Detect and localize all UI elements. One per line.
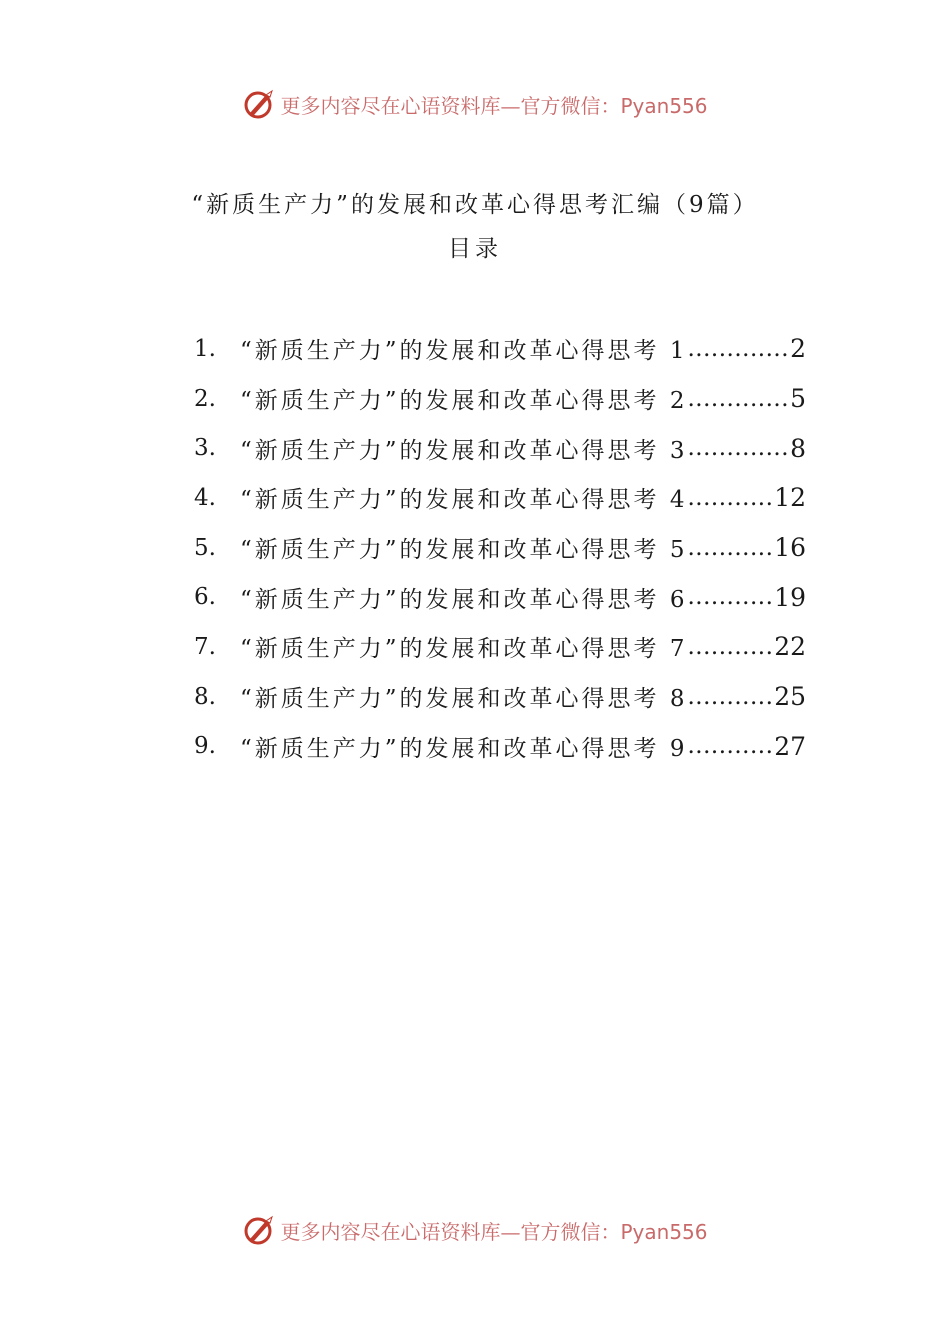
toc-dot-leader <box>687 535 774 561</box>
header-banner <box>0 84 950 124</box>
toc-entry-title: “新质生产力”的发展和改革心得思考 9 <box>240 735 688 762</box>
toc-entry-page: 16 <box>774 533 806 563</box>
toc-entry-number: 8. <box>194 683 216 710</box>
toc-entry[interactable] <box>194 572 806 622</box>
toc-entry-page: 8 <box>790 433 806 463</box>
toc-entry-number: 4. <box>194 484 216 511</box>
toc-entry-page: 27 <box>774 731 806 761</box>
toc-entry-page: 5 <box>790 384 806 414</box>
toc-entry[interactable] <box>194 423 806 473</box>
toc-entry[interactable] <box>194 324 806 374</box>
toc-entry-number: 3. <box>194 435 216 462</box>
banner-content <box>242 1213 707 1247</box>
toc-entry-title: “新质生产力”的发展和改革心得思考 7 <box>240 636 688 663</box>
toc-entry[interactable] <box>194 672 806 722</box>
toc-entry[interactable] <box>194 622 806 672</box>
toc-entry-title: “新质生产力”的发展和改革心得思考 5 <box>240 537 688 564</box>
toc-entry-page: 12 <box>774 483 806 513</box>
toc-entry-title: “新质生产力”的发展和改革心得思考 8 <box>240 686 688 713</box>
toc-entry[interactable] <box>194 374 806 424</box>
toc-entry-number: 7. <box>194 633 216 660</box>
toc-entry-number: 2. <box>194 385 216 412</box>
banner-wechat-id: Pyan556 <box>620 1219 708 1244</box>
footer-banner <box>0 1210 950 1250</box>
toc-entry-page: 2 <box>790 334 806 364</box>
banner-slogan: 更多内容尽在心语资料库—官方微信： <box>280 1219 621 1244</box>
toc-dot-leader <box>687 684 774 710</box>
toc-entry-title: “新质生产力”的发展和改革心得思考 6 <box>240 586 688 613</box>
toc-entry-title: “新质生产力”的发展和改革心得思考 4 <box>240 487 688 514</box>
toc-entry-page: 19 <box>774 582 806 612</box>
toc-entry-number: 9. <box>194 733 216 760</box>
pen-logo-icon <box>242 1213 276 1247</box>
banner-content <box>242 87 707 121</box>
toc-entry-title: “新质生产力”的发展和改革心得思考 3 <box>240 437 688 464</box>
toc-entry-title: “新质生产力”的发展和改革心得思考 1 <box>240 338 688 365</box>
pen-logo-icon <box>242 87 276 121</box>
toc-dot-leader <box>687 485 774 511</box>
toc-dot-leader <box>687 336 790 362</box>
toc-dot-leader <box>687 386 790 412</box>
toc-entry[interactable] <box>194 523 806 573</box>
table-of-contents <box>194 324 806 771</box>
toc-dot-leader <box>687 733 774 759</box>
toc-entry-page: 25 <box>774 682 806 712</box>
toc-dot-leader <box>687 634 774 660</box>
banner-wechat-id: Pyan556 <box>620 93 708 118</box>
toc-entry-number: 1. <box>194 335 216 362</box>
banner-text <box>280 90 707 119</box>
banner-slogan: 更多内容尽在心语资料库—官方微信： <box>280 93 621 118</box>
toc-heading: 目录 <box>448 236 502 262</box>
toc-dot-leader <box>687 584 774 610</box>
document-title: “新质生产力”的发展和改革心得思考汇编（9篇） <box>191 192 759 218</box>
toc-dot-leader <box>687 435 790 461</box>
banner-text <box>280 1216 707 1245</box>
toc-entry-number: 6. <box>194 584 216 611</box>
toc-entry[interactable] <box>194 722 806 772</box>
toc-entry[interactable] <box>194 473 806 523</box>
toc-entry-number: 5. <box>194 534 216 561</box>
toc-entry-title: “新质生产力”的发展和改革心得思考 2 <box>240 388 688 415</box>
toc-entry-page: 22 <box>774 632 806 662</box>
